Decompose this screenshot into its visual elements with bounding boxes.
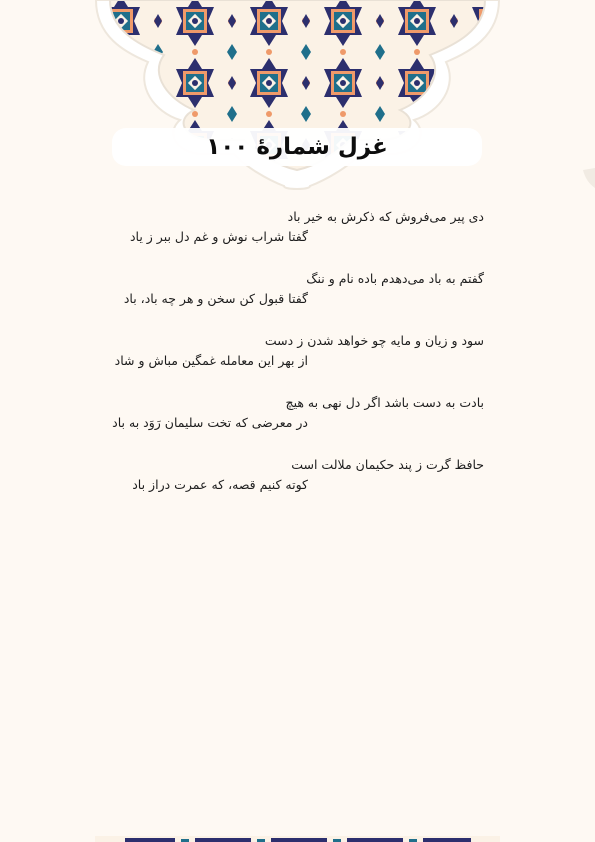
hemistich-first: حافظ گرت ز پند حکیمان ملالت است xyxy=(291,457,484,472)
hemistich-second: گفتا قبول کن سخن و هر چه باد، باد xyxy=(123,291,308,306)
hemistich-second: گفتا شراب نوش و غم دل ببر ز یاد xyxy=(129,229,308,244)
poem-body xyxy=(112,207,484,517)
couplet xyxy=(112,207,484,269)
hemistich-second: کوته کنیم قصه، که عمرت دراز باد xyxy=(132,477,308,492)
persian-tile-arch-icon xyxy=(0,0,595,200)
hemistich-first: دی پیر می‌فروش که ذکرش به خیر باد xyxy=(287,209,484,224)
couplet xyxy=(112,269,484,331)
tile-border-icon xyxy=(95,836,500,842)
couplet xyxy=(112,393,484,455)
hemistich-first: گفتم به باد می‌دهدم باده نام و ننگ xyxy=(306,271,484,286)
couplet xyxy=(112,455,484,517)
hemistich-second: از بهر این معامله غمگین مباش و شاد xyxy=(114,353,308,368)
corner-accent-icon xyxy=(583,168,595,188)
hemistich-second: در معرضی که تخت سلیمان رَوَد به باد xyxy=(112,415,308,430)
couplet xyxy=(112,331,484,393)
page-title: غزل شمارهٔ ۱۰۰ xyxy=(206,134,388,160)
hemistich-first: سود و زیان و مایه چو خواهد شدن ز دست xyxy=(264,333,484,348)
hemistich-first: بادت به دست باشد اگر دل نهی به هیچ xyxy=(285,395,484,410)
